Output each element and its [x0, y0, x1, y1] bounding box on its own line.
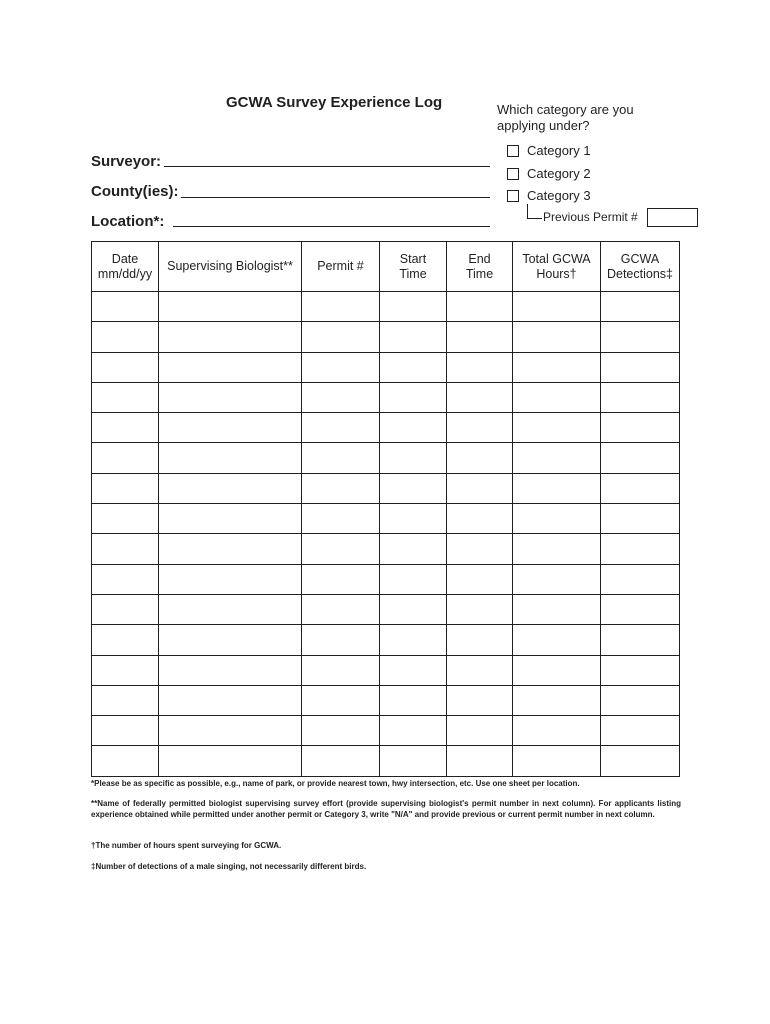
- cell-detections[interactable]: [601, 504, 680, 534]
- cell-detections[interactable]: [601, 655, 680, 685]
- table-row: [92, 382, 680, 412]
- cell-start-time[interactable]: [380, 625, 447, 655]
- surveyor-label: Surveyor:: [91, 153, 162, 170]
- cell-total-hours[interactable]: [513, 534, 601, 564]
- cell-detections[interactable]: [601, 746, 680, 776]
- cell-permit[interactable]: [302, 443, 380, 473]
- cell-date[interactable]: [92, 504, 159, 534]
- category-question: Which category are you applying under?: [497, 102, 634, 133]
- table-row: [92, 352, 680, 382]
- header-detections: GCWA Detections‡: [601, 242, 680, 292]
- cell-date[interactable]: [92, 292, 159, 322]
- category-2-checkbox[interactable]: [507, 168, 519, 180]
- cell-detections[interactable]: [601, 413, 680, 443]
- cell-end-time[interactable]: [447, 746, 513, 776]
- table-header-row: [92, 242, 680, 292]
- note-location: *Please be as specific as possible, e.g., name of park, or provide nearest town, hwy intersection, etc. Use one sheet per location.: [91, 779, 580, 788]
- category-3-option[interactable]: [507, 188, 591, 203]
- cell-detections[interactable]: [601, 534, 680, 564]
- cell-supervising-biologist[interactable]: [159, 382, 302, 412]
- cell-supervising-biologist[interactable]: [159, 564, 302, 594]
- location-label: Location*:: [91, 213, 165, 230]
- category-2-label: Category 2: [527, 166, 591, 181]
- cell-supervising-biologist[interactable]: [159, 625, 302, 655]
- cell-supervising-biologist[interactable]: [159, 594, 302, 624]
- table-row: [92, 594, 680, 624]
- cell-supervising-biologist[interactable]: [159, 292, 302, 322]
- cell-total-hours[interactable]: [513, 443, 601, 473]
- cell-detections[interactable]: [601, 443, 680, 473]
- table-row: [92, 473, 680, 503]
- previous-permit-label: Previous Permit #: [543, 210, 638, 224]
- cell-supervising-biologist[interactable]: [159, 322, 302, 352]
- table-row: [92, 413, 680, 443]
- cell-supervising-biologist[interactable]: [159, 746, 302, 776]
- cell-permit[interactable]: [302, 473, 380, 503]
- table-body: [92, 292, 680, 777]
- cell-permit[interactable]: [302, 413, 380, 443]
- cell-supervising-biologist[interactable]: [159, 534, 302, 564]
- cell-end-time[interactable]: [447, 473, 513, 503]
- cell-total-hours[interactable]: [513, 594, 601, 624]
- cell-supervising-biologist[interactable]: [159, 473, 302, 503]
- page-title: GCWA Survey Experience Log: [226, 94, 443, 111]
- category-1-label: Category 1: [527, 143, 591, 158]
- survey-log-table: [91, 241, 680, 777]
- cell-detections[interactable]: [601, 382, 680, 412]
- cell-total-hours[interactable]: [513, 655, 601, 685]
- note-biologist: **Name of federally permitted biologist supervising survey effort (provide supervising biologist's permit number in next column). For applicants listing experience obtained while permitted under another permit or Category 3, write "N/A" and provide previous or current permit number in next column.: [91, 799, 681, 819]
- cell-detections[interactable]: [601, 685, 680, 715]
- cell-detections[interactable]: [601, 716, 680, 746]
- cell-total-hours[interactable]: [513, 322, 601, 352]
- cell-total-hours[interactable]: [513, 292, 601, 322]
- cell-supervising-biologist[interactable]: [159, 413, 302, 443]
- cell-date[interactable]: [92, 746, 159, 776]
- cell-total-hours[interactable]: [513, 746, 601, 776]
- table-row: [92, 716, 680, 746]
- cell-total-hours[interactable]: [513, 382, 601, 412]
- cell-permit[interactable]: [302, 322, 380, 352]
- cell-permit[interactable]: [302, 534, 380, 564]
- cell-total-hours[interactable]: [513, 413, 601, 443]
- cell-permit[interactable]: [302, 655, 380, 685]
- cell-total-hours[interactable]: [513, 504, 601, 534]
- cell-end-time[interactable]: [447, 564, 513, 594]
- category-1-option[interactable]: [507, 143, 591, 158]
- cell-end-time[interactable]: [447, 685, 513, 715]
- cell-start-time[interactable]: [380, 716, 447, 746]
- table-row: [92, 534, 680, 564]
- cell-supervising-biologist[interactable]: [159, 716, 302, 746]
- category-3-label: Category 3: [527, 188, 591, 203]
- note-detections: ‡Number of detections of a male singing, not necessarily different birds.: [91, 862, 367, 871]
- cell-date[interactable]: [92, 716, 159, 746]
- counties-field[interactable]: [181, 197, 490, 198]
- cell-detections[interactable]: [601, 564, 680, 594]
- previous-permit-input[interactable]: [647, 208, 698, 227]
- previous-permit-connector: [527, 204, 542, 219]
- table-row: [92, 625, 680, 655]
- cell-supervising-biologist[interactable]: [159, 443, 302, 473]
- cell-start-time[interactable]: [380, 413, 447, 443]
- cell-date[interactable]: [92, 625, 159, 655]
- cell-start-time[interactable]: [380, 443, 447, 473]
- location-field[interactable]: [173, 226, 490, 227]
- cell-end-time[interactable]: [447, 413, 513, 443]
- cell-date[interactable]: [92, 382, 159, 412]
- cell-start-time[interactable]: [380, 473, 447, 503]
- cell-start-time[interactable]: [380, 352, 447, 382]
- cell-end-time[interactable]: [447, 594, 513, 624]
- category-2-option[interactable]: [507, 166, 591, 181]
- cell-date[interactable]: [92, 564, 159, 594]
- cell-detections[interactable]: [601, 322, 680, 352]
- cell-start-time[interactable]: [380, 382, 447, 412]
- cell-total-hours[interactable]: [513, 685, 601, 715]
- cell-end-time[interactable]: [447, 534, 513, 564]
- counties-label: County(ies):: [91, 183, 179, 200]
- header-total-hours: Total GCWA Hours†: [513, 242, 601, 292]
- cell-start-time[interactable]: [380, 504, 447, 534]
- cell-detections[interactable]: [601, 292, 680, 322]
- cell-date[interactable]: [92, 352, 159, 382]
- cell-permit[interactable]: [302, 716, 380, 746]
- cell-permit[interactable]: [302, 292, 380, 322]
- cell-detections[interactable]: [601, 473, 680, 503]
- cell-detections[interactable]: [601, 594, 680, 624]
- header-end-time: End Time: [447, 242, 513, 292]
- header-date: Date mm/dd/yy: [92, 242, 159, 292]
- note-hours: †The number of hours spent surveying for GCWA.: [91, 841, 282, 850]
- cell-end-time[interactable]: [447, 382, 513, 412]
- table-row: [92, 685, 680, 715]
- cell-permit[interactable]: [302, 504, 380, 534]
- table-row: [92, 746, 680, 776]
- cell-end-time[interactable]: [447, 322, 513, 352]
- cell-permit[interactable]: [302, 352, 380, 382]
- cell-end-time[interactable]: [447, 504, 513, 534]
- cell-end-time[interactable]: [447, 352, 513, 382]
- cell-date[interactable]: [92, 413, 159, 443]
- cell-date[interactable]: [92, 594, 159, 624]
- cell-total-hours[interactable]: [513, 352, 601, 382]
- cell-supervising-biologist[interactable]: [159, 685, 302, 715]
- cell-supervising-biologist[interactable]: [159, 655, 302, 685]
- cell-permit[interactable]: [302, 746, 380, 776]
- cell-start-time[interactable]: [380, 594, 447, 624]
- cell-date[interactable]: [92, 322, 159, 352]
- category-3-checkbox[interactable]: [507, 190, 519, 202]
- cell-date[interactable]: [92, 534, 159, 564]
- cell-start-time[interactable]: [380, 322, 447, 352]
- cell-start-time[interactable]: [380, 746, 447, 776]
- cell-end-time[interactable]: [447, 292, 513, 322]
- cell-total-hours[interactable]: [513, 716, 601, 746]
- category-1-checkbox[interactable]: [507, 145, 519, 157]
- header-start-time: Start Time: [380, 242, 447, 292]
- table-row: [92, 443, 680, 473]
- cell-end-time[interactable]: [447, 655, 513, 685]
- cell-date[interactable]: [92, 443, 159, 473]
- cell-total-hours[interactable]: [513, 625, 601, 655]
- cell-detections[interactable]: [601, 352, 680, 382]
- cell-end-time[interactable]: [447, 625, 513, 655]
- cell-start-time[interactable]: [380, 534, 447, 564]
- cell-permit[interactable]: [302, 685, 380, 715]
- cell-end-time[interactable]: [447, 443, 513, 473]
- table-row: [92, 292, 680, 322]
- cell-permit[interactable]: [302, 625, 380, 655]
- cell-total-hours[interactable]: [513, 473, 601, 503]
- surveyor-field[interactable]: [164, 166, 490, 167]
- cell-end-time[interactable]: [447, 716, 513, 746]
- cell-supervising-biologist[interactable]: [159, 352, 302, 382]
- cell-detections[interactable]: [601, 625, 680, 655]
- header-supervising-biologist: Supervising Biologist**: [159, 242, 302, 292]
- cell-permit[interactable]: [302, 564, 380, 594]
- cell-date[interactable]: [92, 685, 159, 715]
- table-row: [92, 504, 680, 534]
- table-row: [92, 564, 680, 594]
- cell-start-time[interactable]: [380, 564, 447, 594]
- cell-start-time[interactable]: [380, 292, 447, 322]
- header-permit: Permit #: [302, 242, 380, 292]
- cell-permit[interactable]: [302, 382, 380, 412]
- cell-permit[interactable]: [302, 594, 380, 624]
- cell-date[interactable]: [92, 473, 159, 503]
- table-row: [92, 655, 680, 685]
- table-row: [92, 322, 680, 352]
- cell-supervising-biologist[interactable]: [159, 504, 302, 534]
- cell-start-time[interactable]: [380, 685, 447, 715]
- cell-date[interactable]: [92, 655, 159, 685]
- cell-start-time[interactable]: [380, 655, 447, 685]
- cell-total-hours[interactable]: [513, 564, 601, 594]
